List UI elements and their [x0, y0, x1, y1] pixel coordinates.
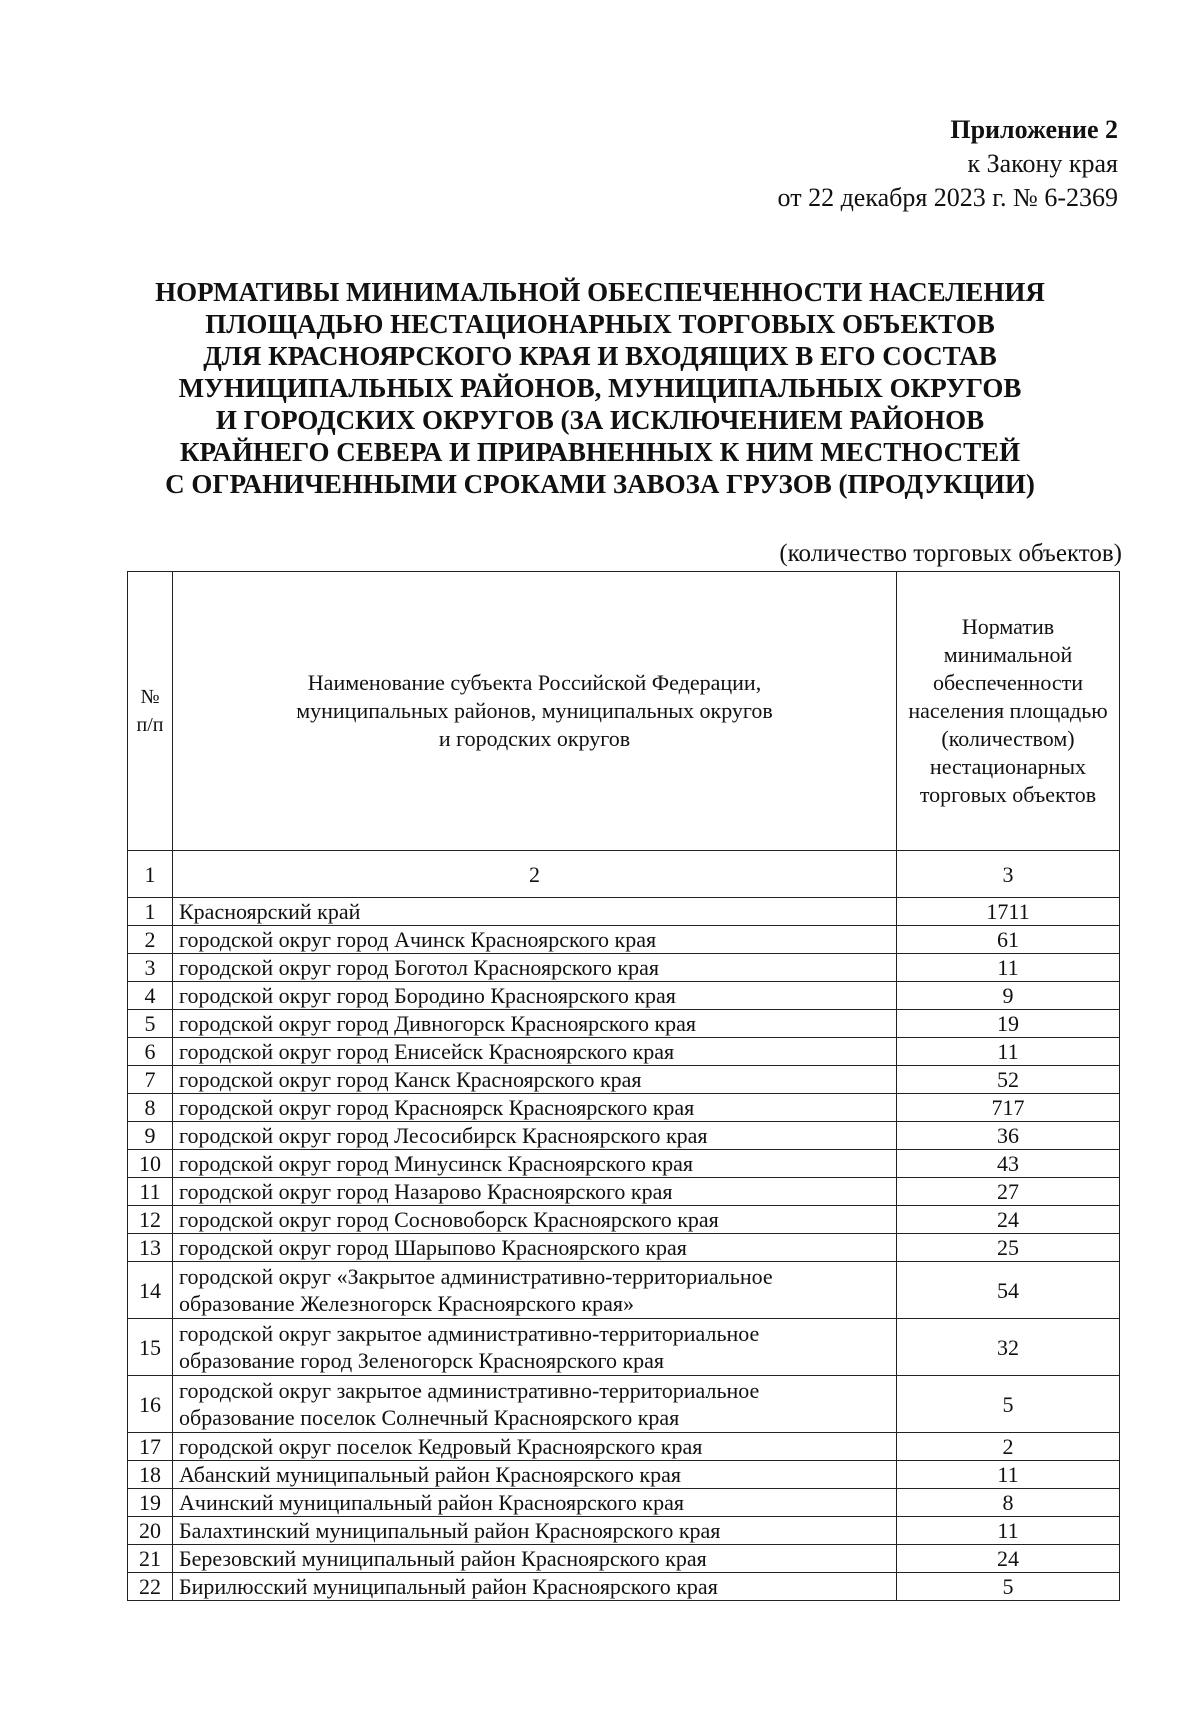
row-name-line: городской округ поселок Кедровый Красноярского края: [179, 1434, 703, 1459]
title-line: НОРМАТИВЫ МИНИМАЛЬНОЙ ОБЕСПЕЧЕННОСТИ НАСЕЛЕНИЯ: [155, 277, 1045, 307]
row-name-line: городской округ город Назарово Красноярского края: [179, 1179, 673, 1204]
row-name-line: городской округ «Закрытое административно-территориальное: [179, 1264, 773, 1289]
row-value: 2: [897, 1433, 1120, 1461]
header-line: населения площадью: [908, 698, 1108, 723]
row-value: 5: [897, 1376, 1120, 1433]
row-number: 5: [128, 1010, 173, 1038]
row-value: 11: [897, 1517, 1120, 1545]
table-row: [128, 982, 1120, 1010]
row-value: 32: [897, 1319, 1120, 1376]
row-name-line: городской округ город Дивногорск Красноярского края: [179, 1011, 697, 1036]
row-value: 25: [897, 1234, 1120, 1262]
row-name: [173, 1178, 897, 1206]
row-name: [173, 1262, 897, 1319]
row-name-line: Бирилюсский муниципальный район Красноярского края: [179, 1574, 718, 1599]
row-number: 3: [128, 954, 173, 982]
column-index-cell: 3: [897, 851, 1120, 898]
row-name: [173, 1319, 897, 1376]
table-row: [128, 1376, 1120, 1433]
row-name: [173, 1206, 897, 1234]
document-title: [100, 276, 1100, 500]
row-name-line: городской округ закрытое административно-территориальное: [179, 1378, 760, 1403]
table-row: [128, 1319, 1120, 1376]
row-value: 1711: [897, 898, 1120, 926]
row-name: [173, 1545, 897, 1573]
header-line: торговых объектов: [919, 782, 1097, 807]
table-row: [128, 1545, 1120, 1573]
header-num-cell: [128, 572, 173, 851]
row-name-line: образование Железногорск Красноярского края»: [179, 1291, 635, 1316]
row-value: 61: [897, 926, 1120, 954]
row-number: 13: [128, 1234, 173, 1262]
row-name: [173, 1122, 897, 1150]
header-line: Норматив: [961, 614, 1055, 639]
table-row: [128, 1517, 1120, 1545]
appendix-title: Приложение 2: [950, 115, 1118, 144]
table-row: [128, 1066, 1120, 1094]
row-name-line: образование поселок Солнечный Красноярского края: [179, 1405, 680, 1430]
column-index-cell: 1: [128, 851, 173, 898]
row-number: 21: [128, 1545, 173, 1573]
row-name: [173, 1433, 897, 1461]
row-number: 10: [128, 1150, 173, 1178]
row-name: [173, 1461, 897, 1489]
table-header-row: [128, 572, 1120, 851]
table-row: [128, 1433, 1120, 1461]
row-name: [173, 982, 897, 1010]
row-name-line: Красноярский край: [179, 899, 361, 924]
row-value: 11: [897, 1038, 1120, 1066]
header-line: обеспеченности: [932, 670, 1084, 695]
row-value: 717: [897, 1094, 1120, 1122]
row-name: [173, 1234, 897, 1262]
table-row: [128, 926, 1120, 954]
row-number: 12: [128, 1206, 173, 1234]
row-value: 11: [897, 1461, 1120, 1489]
table-row: [128, 954, 1120, 982]
column-index-cell: 2: [173, 851, 897, 898]
row-number: 20: [128, 1517, 173, 1545]
title-line: КРАЙНЕГО СЕВЕРА И ПРИРАВНЕННЫХ К НИМ МЕСТНОСТЕЙ: [179, 437, 1021, 467]
appendix-block: [778, 113, 1118, 215]
row-value: 24: [897, 1545, 1120, 1573]
row-number: 9: [128, 1122, 173, 1150]
row-name-line: городской округ закрытое административно-территориальное: [179, 1321, 760, 1346]
table-row: [128, 1461, 1120, 1489]
row-name-line: Ачинский муниципальный район Красноярского края: [179, 1490, 684, 1515]
table-row: [128, 1178, 1120, 1206]
header-line: п/п: [136, 714, 164, 736]
row-value: 9: [897, 982, 1120, 1010]
table-row: [128, 1094, 1120, 1122]
table-row: [128, 1234, 1120, 1262]
row-name: [173, 1376, 897, 1433]
row-number: 15: [128, 1319, 173, 1376]
table-row: [128, 1489, 1120, 1517]
row-name-line: городской округ город Сосновоборск Красноярского края: [179, 1207, 719, 1232]
row-number: 22: [128, 1573, 173, 1601]
row-name-line: городской округ город Ачинск Красноярского края: [179, 927, 657, 952]
table-row: [128, 1573, 1120, 1601]
row-number: 18: [128, 1461, 173, 1489]
row-name-line: образование город Зеленогорск Красноярского края: [179, 1348, 665, 1373]
table-row: [128, 1262, 1120, 1319]
row-name-line: Абанский муниципальный район Красноярского края: [179, 1462, 681, 1487]
row-name: [173, 926, 897, 954]
table-row: [128, 1206, 1120, 1234]
row-number: 14: [128, 1262, 173, 1319]
row-name-line: городской округ город Канск Красноярского края: [179, 1067, 642, 1092]
title-line: И ГОРОДСКИХ ОКРУГОВ (ЗА ИСКЛЮЧЕНИЕМ РАЙОНОВ: [215, 405, 985, 435]
row-name-line: городской округ город Боготол Красноярского края: [179, 955, 659, 980]
header-name-cell: [173, 572, 897, 851]
row-name-line: городской округ город Бородино Красноярского края: [179, 983, 676, 1008]
units-note: (количество торговых объектов): [779, 540, 1122, 567]
header-line: минимальной: [943, 642, 1073, 667]
row-value: 52: [897, 1066, 1120, 1094]
header-line: нестационарных: [929, 754, 1087, 779]
appendix-law-ref: к Закону края: [967, 149, 1118, 178]
header-line: №: [140, 686, 160, 708]
row-name: [173, 1150, 897, 1178]
row-value: 11: [897, 954, 1120, 982]
row-name: [173, 898, 897, 926]
table-row: [128, 1150, 1120, 1178]
row-name-line: городской округ город Красноярск Красноярского края: [179, 1095, 695, 1120]
row-name: [173, 1517, 897, 1545]
row-number: 4: [128, 982, 173, 1010]
row-name-line: городской округ город Минусинск Красноярского края: [179, 1151, 694, 1176]
column-index-row: [128, 851, 1120, 898]
row-value: 8: [897, 1489, 1120, 1517]
row-number: 2: [128, 926, 173, 954]
title-line: ПЛОЩАДЬЮ НЕСТАЦИОНАРНЫХ ТОРГОВЫХ ОБЪЕКТОВ: [205, 309, 995, 339]
row-number: 1: [128, 898, 173, 926]
row-name: [173, 1489, 897, 1517]
norms-table: [127, 571, 1120, 1601]
row-number: 8: [128, 1094, 173, 1122]
row-name: [173, 1010, 897, 1038]
row-number: 6: [128, 1038, 173, 1066]
header-line: и городских округов: [438, 726, 631, 751]
title-line: С ОГРАНИЧЕННЫМИ СРОКАМИ ЗАВОЗА ГРУЗОВ (ПРОДУКЦИИ): [165, 469, 1035, 499]
header-line: (количеством): [941, 726, 1075, 751]
row-number: 16: [128, 1376, 173, 1433]
row-name-line: городской округ город Лесосибирск Красноярского края: [179, 1123, 708, 1148]
row-name: [173, 1094, 897, 1122]
row-name: [173, 1573, 897, 1601]
row-value: 36: [897, 1122, 1120, 1150]
row-value: 54: [897, 1262, 1120, 1319]
table-row: [128, 1038, 1120, 1066]
row-number: 17: [128, 1433, 173, 1461]
row-name-line: Березовский муниципальный район Красноярского края: [179, 1546, 707, 1571]
table-row: [128, 1122, 1120, 1150]
title-line: ДЛЯ КРАСНОЯРСКОГО КРАЯ И ВХОДЯЩИХ В ЕГО СОСТАВ: [203, 341, 997, 371]
row-name: [173, 1038, 897, 1066]
row-number: 11: [128, 1178, 173, 1206]
row-number: 7: [128, 1066, 173, 1094]
header-value-cell: [897, 572, 1120, 851]
row-value: 5: [897, 1573, 1120, 1601]
row-name-line: Балахтинский муниципальный район Красноярского края: [179, 1518, 721, 1543]
row-value: 43: [897, 1150, 1120, 1178]
table-row: [128, 1010, 1120, 1038]
row-name-line: городской округ город Енисейск Красноярского края: [179, 1039, 675, 1064]
title-line: МУНИЦИПАЛЬНЫХ РАЙОНОВ, МУНИЦИПАЛЬНЫХ ОКРУГОВ: [178, 373, 1022, 403]
row-value: 24: [897, 1206, 1120, 1234]
row-name-line: городской округ город Шарыпово Красноярского края: [179, 1235, 687, 1260]
row-name: [173, 954, 897, 982]
appendix-date: от 22 декабря 2023 г. № 6-2369: [777, 183, 1118, 212]
table-row: [128, 898, 1120, 926]
row-name: [173, 1066, 897, 1094]
row-value: 19: [897, 1010, 1120, 1038]
header-line: муниципальных районов, муниципальных округов: [296, 698, 773, 723]
row-number: 19: [128, 1489, 173, 1517]
header-line: Наименование субъекта Российской Федерации,: [307, 670, 762, 695]
row-value: 27: [897, 1178, 1120, 1206]
